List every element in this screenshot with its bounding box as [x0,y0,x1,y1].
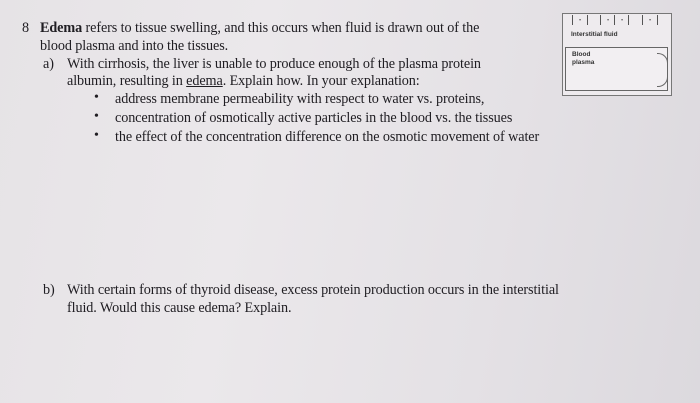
part-a-line2-pre: albumin, resulting in [67,73,187,89]
part-a-line2-post: . Explain how. In your explanation: [222,73,420,89]
capillary-wall-curve [657,53,668,87]
interstitial-fluid-label: Interstitial fluid [571,31,618,38]
edema-term: Edema [40,20,83,36]
blood-label-line2: plasma [572,59,595,66]
membrane-mark [657,15,658,25]
bullet-icon: • [94,128,99,143]
membrane-mark [572,15,573,25]
bullet-icon: • [94,109,99,124]
membrane-mark [600,15,601,25]
membrane-mark [587,15,588,25]
bullet-item-1: address membrane permeability with respect to water vs. proteins, [115,91,485,107]
blood-label-line1: Blood [572,51,591,58]
question-number: 8 [22,20,30,36]
membrane-mark [614,15,615,25]
question-intro-line2: blood plasma and into the tissues. [40,38,229,54]
part-b-line2: fluid. Would this cause edema? Explain. [67,300,292,316]
particle-dot-icon: • [649,18,652,24]
part-b-label: b) [43,282,55,298]
intro-line1-rest: refers to tissue swelling, and this occurs when fluid is drawn out of the [82,20,480,36]
question-intro-line1 [40,20,479,36]
part-a-line1: With cirrhosis, the liver is unable to produce enough of the plasma protein [67,56,481,72]
part-a-label: a) [43,56,54,72]
part-a-line2 [67,73,420,89]
part-a-edema-term: edema [186,73,223,89]
membrane-mark [642,15,643,25]
bullet-item-3: the effect of the concentration difference on the osmotic movement of water [115,129,540,145]
fluid-compartment-diagram [562,13,672,96]
particle-dot-icon: • [621,18,624,24]
bullet-icon: • [94,90,99,105]
part-b-line1: With certain forms of thyroid disease, excess protein production occurs in the interstitial [67,282,559,298]
bullet-item-2: concentration of osmotically active particles in the blood vs. the tissues [115,110,513,126]
blood-plasma-label [572,51,594,67]
membrane-mark [628,15,629,25]
particle-dot-icon: • [579,18,582,24]
particle-dot-icon: • [607,18,610,24]
